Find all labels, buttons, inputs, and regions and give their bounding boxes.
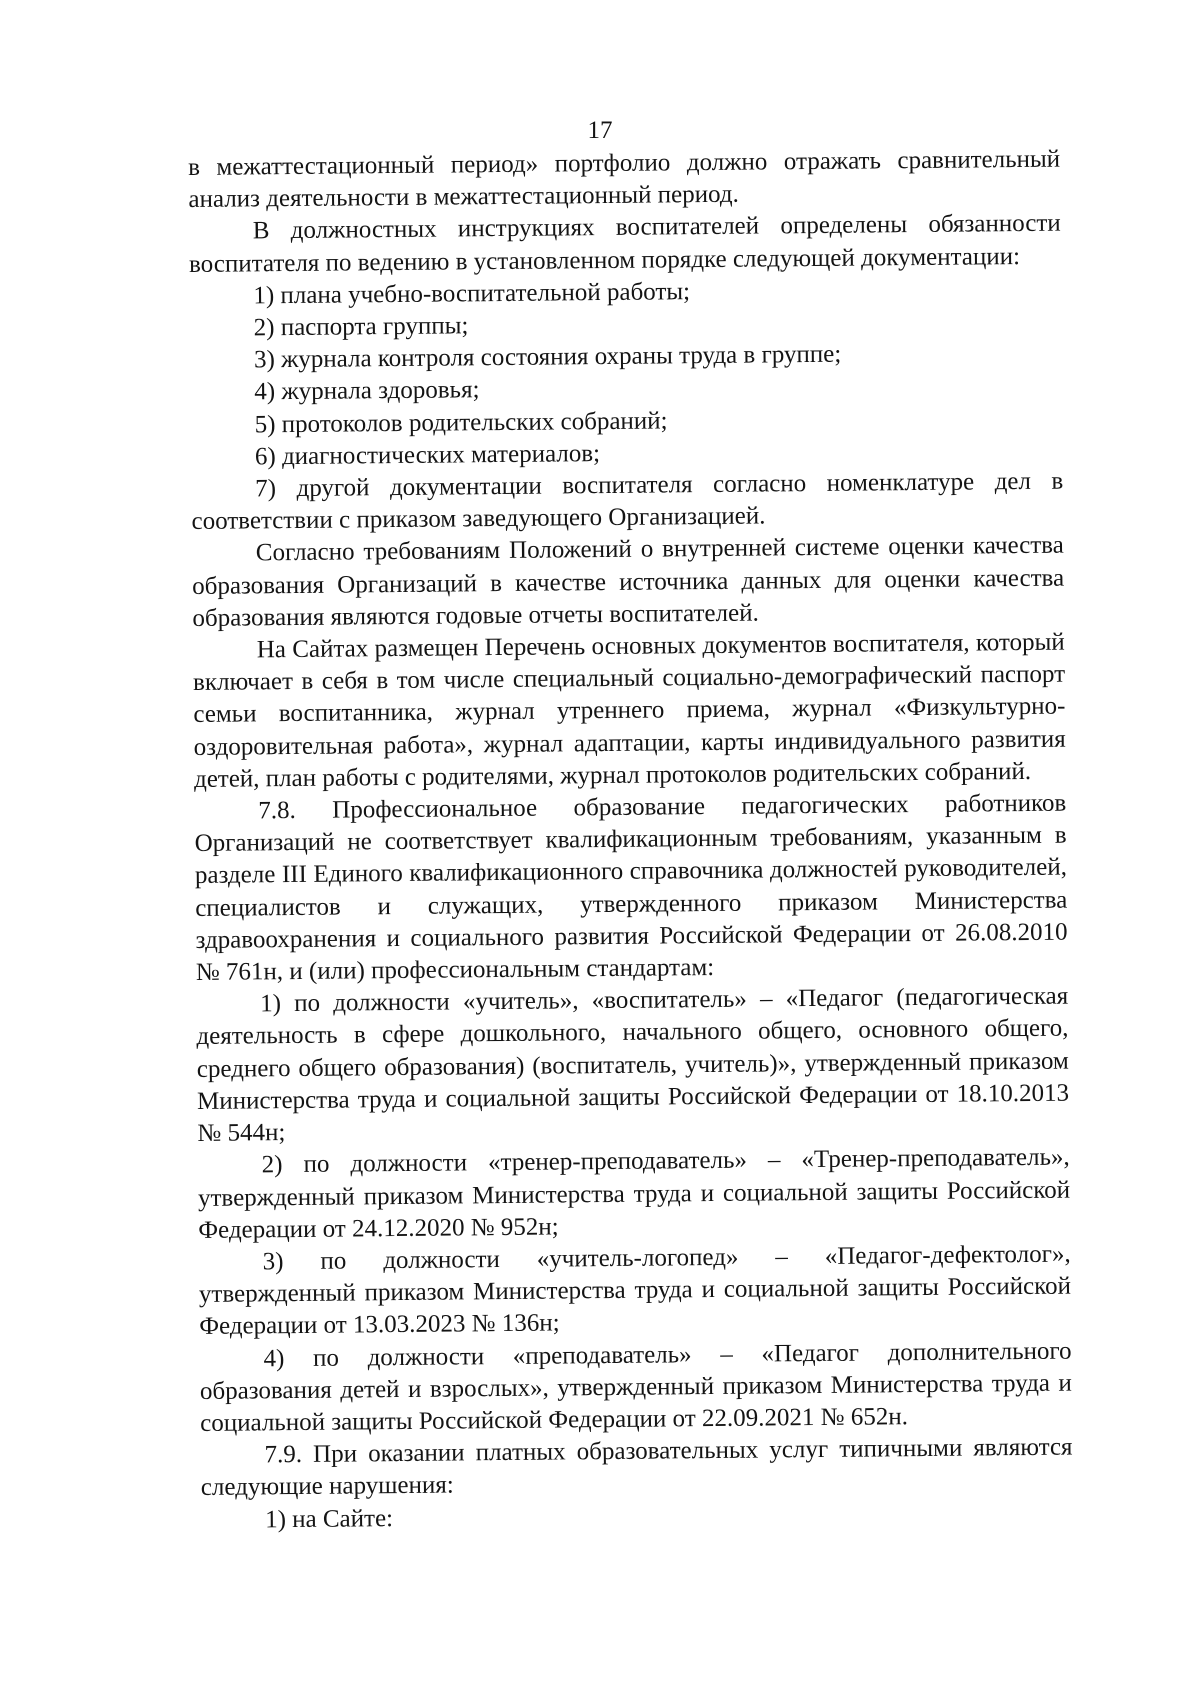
standard-item-4: 4) по должности «преподаватель» – «Педагог дополнительного образования детей и взрослых», утвержденный приказом Министерства труда и социальной защиты Российской Федерации от 22.09.2021 № 652н. <box>199 1337 1072 1437</box>
paragraph-7-8: 7.8. Профессиональное образование педагогических работников Организаций не соответствует квалификационным требованиям, указанным в разделе III Единого квалификационного справочника должностей руководителей, специалистов и служащих, утвержденного приказом Министерства здравоохранения и социального развития Российской Федерации от 26.08.2010 № 761н, и (или) профессиональным стандартам: <box>194 789 1068 987</box>
paragraph-7-9: 7.9. При оказании платных образовательных услуг типичными являются следующие нарушения: <box>200 1433 1073 1502</box>
list-item: 3) журнала контроля состояния охраны труда в группе; <box>253 340 842 374</box>
standard-item-2: 2) по должности «тренер-преподаватель» – «Тренер-преподаватель», утвержденный приказом Министерства труда и социальной защиты Российской Федерации от 24.12.2020 № 952н; <box>197 1143 1071 1244</box>
paragraph-continuation: в межаттестационный период» портфолио должно отражать сравнительный анализ деятельности в межаттестационный период. <box>188 145 1061 214</box>
list-item-7: 7) другой документации воспитателя согласно номенклатуре дел в соответствии с приказом заведующего Организацией. <box>191 467 1064 536</box>
standard-item-3: 3) по должности «учитель-логопед» – «Педагог-дефектолог», утвержденный приказом Министерства труда и социальной защиты Российской Федерации от 13.03.2023 № 136н; <box>198 1240 1072 1341</box>
page-number: 17 <box>587 117 613 144</box>
list-item: 4) журнала здоровья; <box>254 376 480 406</box>
standard-item-1: 1) по должности «учитель», «воспитатель» – «Педагог (педагогическая деятельность в сфере дошкольного, начального общего, основного общего, среднего общего образования) (воспитатель, учитель)», утвержденный приказом Министерства труда и социальной защиты Российской Федерации от 18.10.2013 № 544н; <box>196 982 1070 1148</box>
paragraph-duties-intro: В должностных инструкциях воспитателей определены обязанности воспитателя по ведению в установленном порядке следующей документации: <box>188 210 1061 278</box>
list-item: 5) протоколов родительских собраний; <box>254 407 668 438</box>
document-body <box>188 144 1073 1537</box>
violation-item-1: 1) на Сайте: <box>264 1504 394 1533</box>
paragraph-document-list: На Сайтах размещен Перечень основных документов воспитателя, который включает в себя в том числе специальный социально-демографический паспорт семьи воспитанника, журнал утреннего приема, журнал «Физкультурно-оздоровительная работа», журнал адаптации, карты индивидуального развития детей, план работы с родителями, журнал протоколов родительских собраний. <box>192 628 1066 793</box>
list-item: 1) плана учебно-воспитательной работы; <box>253 278 691 310</box>
list-item: 2) паспорта группы; <box>253 312 469 342</box>
paragraph-quality-assessment: Согласно требованиям Положений о внутренней системе оценки качества образования Организаций в качестве источника данных для оценки качества образования являются годовые отчеты воспитателей. <box>192 532 1065 632</box>
list-item: 6) диагностических материалов; <box>254 439 601 471</box>
documentation-list <box>189 272 1063 474</box>
